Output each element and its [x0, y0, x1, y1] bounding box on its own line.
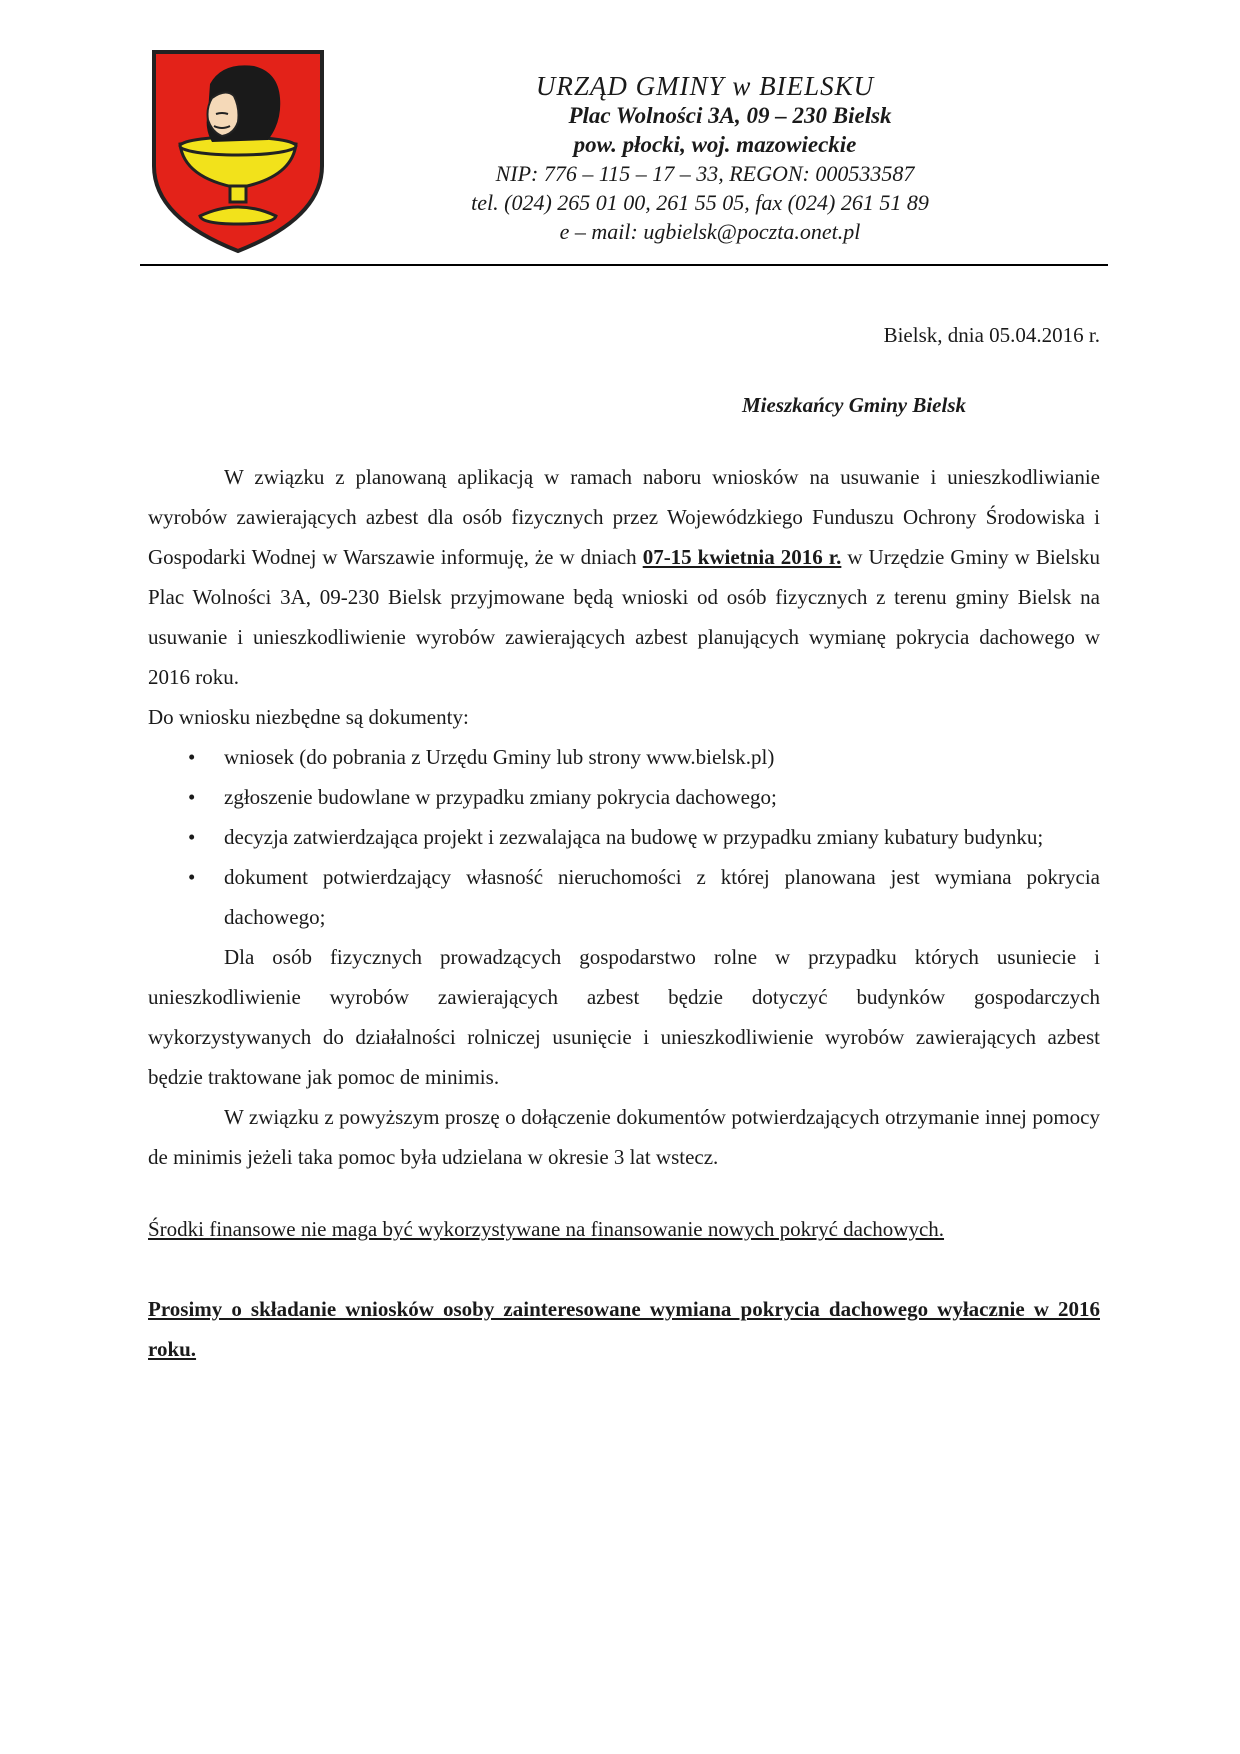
notice-text: Środki finansowe nie maga być wykorzystywane na finansowanie nowych pokryć dachowych. — [148, 1217, 945, 1241]
paragraph-2: Dla osób fizycznych prowadzących gospodarstwo rolne w przypadku których usuniecie i unieszkodliwienie wyrobów zawierających azbest będzie dotyczyć budynków gospodarczych wykorzystywanych do działalności rolniczej usunięcie i unieszkodliwienie wyrobów zawierających azbest będzie traktowane jak pomoc de minimis. — [148, 945, 1100, 1089]
list-item-text: dokument potwierdzający własność nieruchomości z której planowana jest wymiana pokrycia dachowego; — [224, 865, 1100, 929]
bullet-icon: • — [188, 745, 196, 769]
list-item — [148, 817, 1100, 857]
list-item — [148, 777, 1100, 817]
spacer — [148, 1249, 1100, 1289]
list-item-text: decyzja zatwierdzająca projekt i zezwalająca na budowę w przypadku zmiany kubatury budynku; — [224, 825, 1044, 849]
paragraph-1-before: W związku z planowaną aplikacją w ramach naboru wniosków na usuwanie i unieszkodliwianie wyrobów zawierających azbest dla osób fizycznych przez Wojewódzkiego Funduszu Ochrony Środowiska i Gospodarki Wodnej w Warszawie informuję, że w dniach — [148, 465, 1100, 569]
paragraph-1-after: w Urzędzie Gminy w Bielsku Plac Wolności 3A, 09-230 Bielsk przyjmowane będą wnioski od osób fizycznych z terenu gminy Bielsk na usuwanie i unieszkodliwienie wyrobów zawierających azbest planujących wymianę pokrycia dachowego w 2016 roku. — [148, 545, 1101, 689]
notice-line — [148, 1209, 1100, 1249]
list-item — [148, 737, 1100, 777]
office-email: e – mail: ugbielsk@poczta.onet.pl — [559, 219, 861, 244]
office-name: URZĄD GMINY w BIELSKU — [535, 71, 875, 101]
date-line: Bielsk, dnia 05.04.2016 r. — [883, 323, 1100, 347]
list-item — [148, 857, 1100, 937]
list-item-text: zgłoszenie budowlane w przypadku zmiany pokrycia dachowego; — [224, 785, 777, 809]
bullet-icon: • — [188, 785, 196, 809]
addressee: Mieszkańcy Gminy Bielsk — [742, 393, 966, 417]
header-divider — [140, 264, 1108, 266]
spacer — [148, 1177, 1100, 1209]
coat-of-arms-icon — [150, 48, 326, 254]
bullet-icon: • — [188, 825, 196, 849]
paragraph-3: W związku z powyższym proszę o dołączenie dokumentów potwierdzających otrzymanie innej pomocy de minimis jeżeli taka pomoc była udzielana w okresie 3 lat wstecz. — [148, 1105, 1100, 1169]
office-phone: tel. (024) 265 01 00, 261 55 05, fax (024) 261 51 89 — [471, 190, 929, 215]
office-region: pow. płocki, woj. mazowieckie — [573, 132, 857, 157]
date-range-highlight: 07-15 kwietnia 2016 r. — [642, 545, 842, 569]
letter-body — [148, 457, 1100, 1369]
list-item-text: wniosek (do pobrania z Urzędu Gminy lub strony www.bielsk.pl) — [224, 745, 775, 769]
closing-statement: Prosimy o składanie wniosków osoby zainteresowane wymiana pokrycia dachowego wyłacznie w 2016 roku. — [148, 1297, 1100, 1361]
office-tax-ids: NIP: 776 – 115 – 17 – 33, REGON: 000533587 — [495, 161, 915, 186]
paragraph-1 — [148, 457, 1100, 697]
letterhead — [420, 72, 1020, 246]
bullet-icon: • — [188, 865, 196, 889]
documents-intro: Do wniosku niezbędne są dokumenty: — [148, 705, 469, 729]
documents-list — [148, 737, 1100, 937]
office-address: Plac Wolności 3A, 09 – 230 Bielsk — [568, 103, 892, 128]
